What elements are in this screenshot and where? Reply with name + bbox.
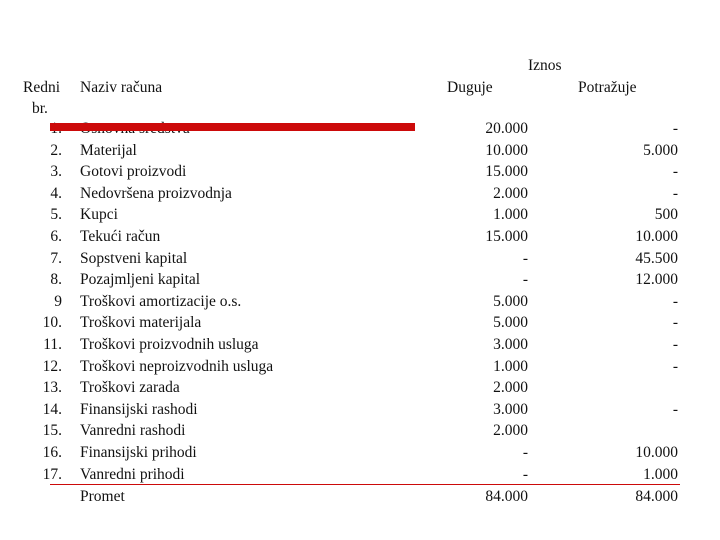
duguje-value: 15.000 <box>485 163 528 181</box>
account-name: Troškovi zarada <box>80 379 180 397</box>
table-row <box>0 444 720 466</box>
account-name: Kupci <box>80 206 118 224</box>
row-number: 5. <box>50 206 62 224</box>
duguje-value: 3.000 <box>493 400 528 418</box>
total-label: Promet <box>80 488 125 505</box>
row-number: 8. <box>50 271 62 289</box>
total-row <box>0 488 720 510</box>
duguje-value: 2.000 <box>493 184 528 202</box>
row-number: 2. <box>50 141 62 159</box>
account-name: Finansijski prihodi <box>80 444 197 461</box>
potrazuje-value: 12.000 <box>635 271 678 289</box>
duguje-value: 20.000 <box>485 120 528 137</box>
duguje-value: - <box>522 249 528 267</box>
account-name: Sopstveni kapital <box>80 249 188 267</box>
account-name: Tekući račun <box>80 228 161 245</box>
table-row <box>0 314 720 336</box>
duguje-value: 15.000 <box>485 228 528 245</box>
potrazuje-value: - <box>672 314 678 332</box>
header-br: br. <box>32 100 48 117</box>
table-row <box>0 379 720 401</box>
table-row <box>0 185 720 207</box>
total-duguje: 84.000 <box>485 488 528 505</box>
table-row <box>0 228 720 250</box>
table-row <box>0 250 720 272</box>
total-potrazuje: 84.000 <box>635 488 678 505</box>
duguje-value: 5.000 <box>493 292 528 310</box>
row-number: 14. <box>42 400 62 418</box>
row-number: 12. <box>42 357 62 375</box>
account-name: Vanredni rashodi <box>80 422 186 440</box>
duguje-value: 2.000 <box>493 422 528 440</box>
potrazuje-value: 1.000 <box>643 465 678 483</box>
header-iznos: Iznos <box>528 57 562 74</box>
header-potrazuje: Potražuje <box>578 79 637 96</box>
duguje-value: - <box>522 444 528 461</box>
potrazuje-value: - <box>672 184 678 202</box>
potrazuje-value: - <box>672 163 678 181</box>
potrazuje-value: - <box>672 120 678 137</box>
potrazuje-value: - <box>672 336 678 353</box>
table-row <box>0 163 720 185</box>
row-number: 15. <box>42 422 62 440</box>
red-underline <box>50 484 680 485</box>
duguje-value: - <box>522 271 528 289</box>
table-row <box>0 293 720 315</box>
row-number: 17. <box>42 465 62 483</box>
duguje-value: 10.000 <box>485 141 528 159</box>
red-highlight-bar <box>50 123 415 131</box>
potrazuje-value: 10.000 <box>635 444 678 461</box>
potrazuje-value: 500 <box>654 206 678 224</box>
potrazuje-value: 45.500 <box>635 249 678 267</box>
row-number: 9 <box>54 292 62 310</box>
table-row <box>0 401 720 423</box>
table-row <box>0 142 720 164</box>
table-row <box>0 271 720 293</box>
row-number: 16. <box>42 444 62 461</box>
row-number: 13. <box>42 379 62 397</box>
potrazuje-value: 5.000 <box>643 141 678 159</box>
row-number: 7. <box>50 249 62 267</box>
duguje-value: 2.000 <box>493 379 528 397</box>
row-number: 4. <box>50 184 62 202</box>
potrazuje-value: - <box>672 400 678 418</box>
duguje-value: 3.000 <box>493 336 528 353</box>
account-name: Finansijski rashodi <box>80 400 198 418</box>
account-name: Troškovi proizvodnih usluga <box>80 336 259 353</box>
account-name: Nedovršena proizvodnja <box>80 184 232 202</box>
row-number: 10. <box>42 314 62 332</box>
duguje-value: 1.000 <box>493 206 528 224</box>
account-name: Materijal <box>80 141 137 159</box>
account-name: Gotovi proizvodi <box>80 163 187 181</box>
account-name: Vanredni prihodi <box>80 465 185 483</box>
potrazuje-value: - <box>672 292 678 310</box>
duguje-value: 5.000 <box>493 314 528 332</box>
header-naziv: Naziv računa <box>80 79 163 96</box>
account-name: Troškovi neproizvodnih usluga <box>80 357 274 375</box>
account-name: Troškovi materijala <box>80 314 202 332</box>
duguje-value: 1.000 <box>493 357 528 375</box>
potrazuje-value: 10.000 <box>635 228 678 245</box>
account-name: Pozajmljeni kapital <box>80 271 201 289</box>
table-row <box>0 336 720 358</box>
account-name: Troškovi amortizacije o.s. <box>80 292 242 310</box>
potrazuje-value: - <box>672 357 678 375</box>
duguje-value: - <box>522 465 528 483</box>
table-row <box>0 422 720 444</box>
header-duguje: Duguje <box>447 79 493 96</box>
table-row <box>0 206 720 228</box>
row-number: 6. <box>50 228 62 245</box>
row-number: 11. <box>43 336 62 353</box>
table-row <box>0 358 720 380</box>
row-number: 3. <box>50 163 62 181</box>
header-redni: Redni <box>23 79 61 96</box>
